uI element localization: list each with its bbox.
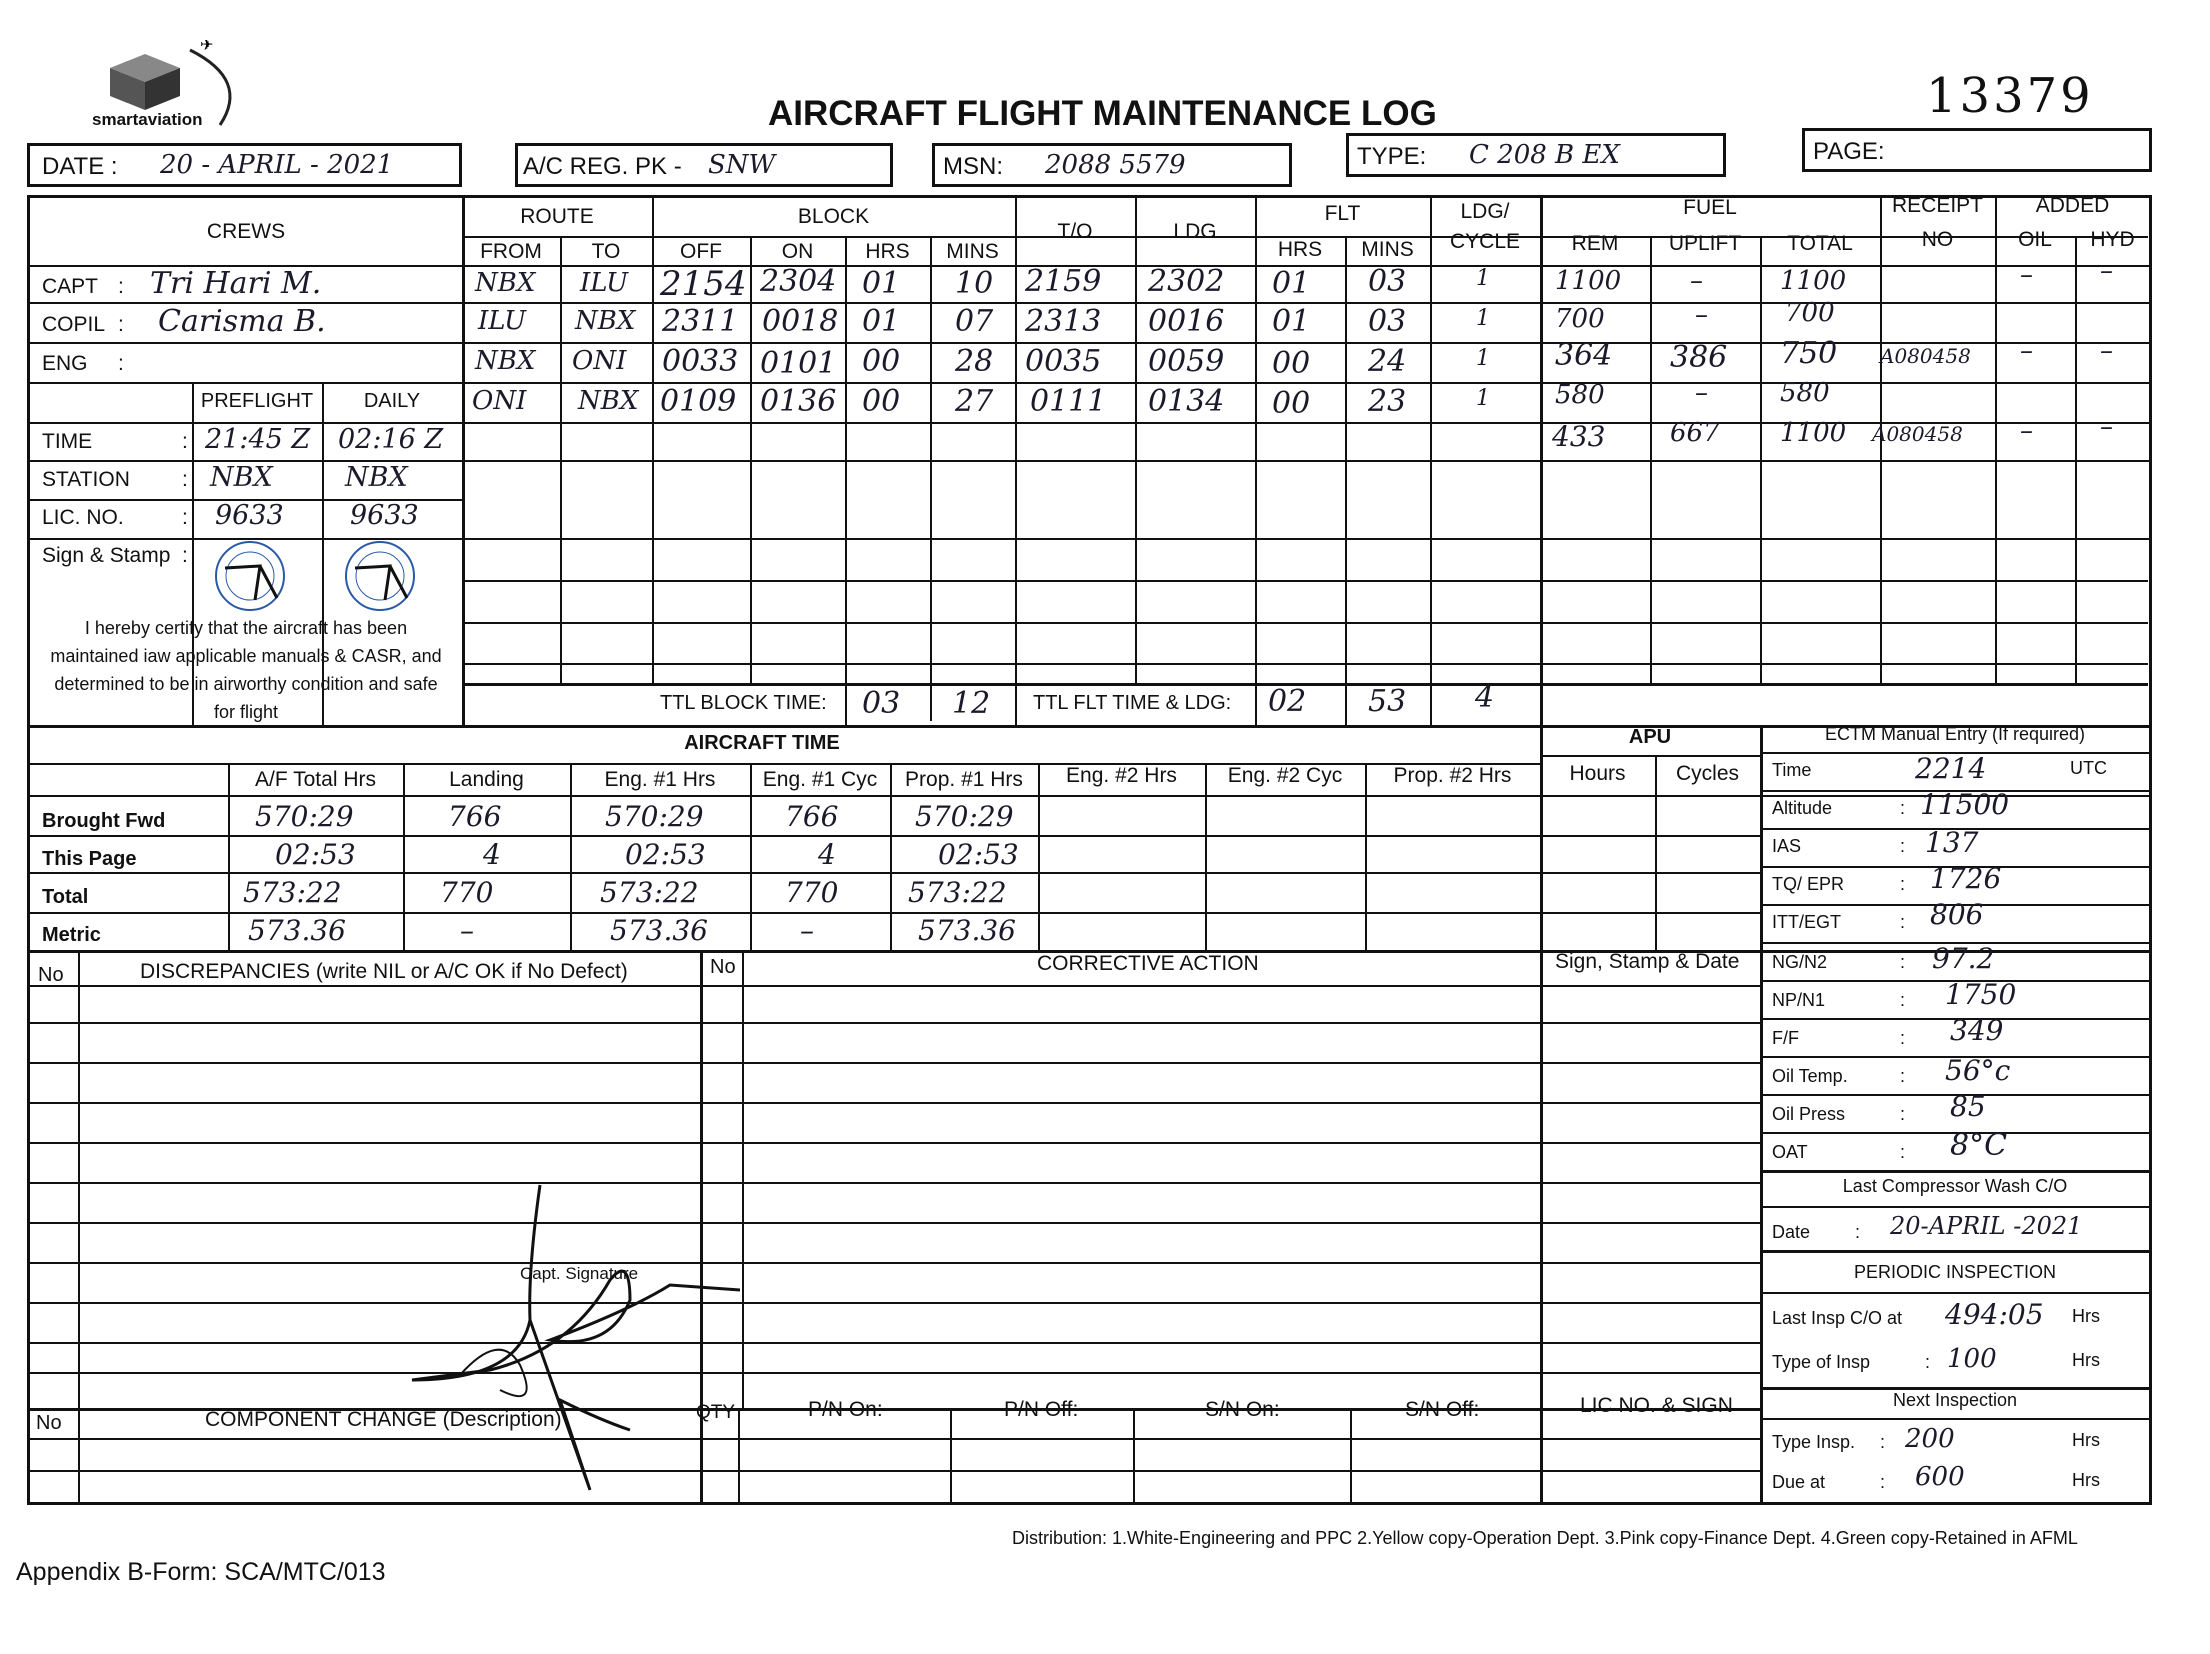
ldg-cycle-heading-2: CYCLE bbox=[1449, 230, 1521, 253]
ectm-oil-press-value: 85 bbox=[1950, 1090, 1986, 1123]
apu-cycles: Cycles bbox=[1675, 762, 1739, 785]
qty-heading: QTY bbox=[696, 1402, 736, 1423]
ectm-oil-temp-value: 56°c bbox=[1945, 1054, 2011, 1087]
type-label: TYPE: bbox=[1357, 143, 1427, 170]
flt-mins-heading: MINS bbox=[1361, 238, 1414, 261]
ectm-ng-value: 97.2 bbox=[1932, 942, 1995, 975]
stamp-preflight bbox=[205, 538, 295, 613]
ectm-ff-value: 349 bbox=[1950, 1014, 2004, 1047]
distribution-note: Distribution: 1.White-Engineering and PPC 2.Yellow copy-Operation Dept. 3.Pink copy-Finance Dept. 4.Green copy-Retained in AFML bbox=[1012, 1528, 2078, 1548]
date-field[interactable] bbox=[27, 143, 462, 187]
station-preflight: NBX bbox=[210, 462, 273, 493]
to-heading: TO bbox=[591, 240, 621, 263]
date-value: 20 - APRIL - 2021 bbox=[160, 150, 394, 180]
route-heading: ROUTE bbox=[520, 205, 594, 228]
col-af-total: A/F Total Hrs bbox=[255, 768, 376, 791]
next-type-label: Type Insp. bbox=[1772, 1432, 1856, 1452]
ectm-oil-press-label: Oil Press bbox=[1772, 1104, 1846, 1124]
col-landing: Landing bbox=[449, 768, 524, 791]
from-heading: FROM bbox=[480, 240, 542, 263]
next-type-value: 200 bbox=[1905, 1424, 1955, 1454]
time-label: TIME bbox=[42, 430, 93, 453]
copil-label: COPIL bbox=[42, 313, 106, 336]
ectm-tq-label: TQ/ EPR bbox=[1772, 874, 1845, 894]
flt-hrs-heading: HRS bbox=[1277, 238, 1323, 261]
sign-stamp-date-heading: Sign, Stamp & Date bbox=[1555, 950, 1740, 973]
utc-label: UTC bbox=[2070, 758, 2107, 778]
ectm-ff-label: F/F bbox=[1772, 1028, 1799, 1048]
ttl-block-label: TTL BLOCK TIME: bbox=[660, 692, 827, 714]
ttl-flt-hrs: 02 bbox=[1268, 684, 1307, 719]
col-eng2-hrs: Eng. #2 Hrs bbox=[1066, 764, 1177, 787]
station-label: STATION bbox=[42, 468, 130, 491]
component-change-heading: COMPONENT CHANGE (Description) bbox=[205, 1408, 562, 1431]
msn-field[interactable] bbox=[932, 143, 1292, 187]
disc-no-label: No bbox=[38, 964, 64, 986]
to-time-heading: T/O bbox=[1057, 220, 1093, 243]
due-at-label: Due at bbox=[1772, 1472, 1826, 1492]
block-mins-heading: MINS bbox=[946, 240, 999, 263]
reg-label: A/C REG. PK - bbox=[523, 153, 682, 180]
rem-heading: REM bbox=[1571, 232, 1619, 255]
col-eng2-cyc: Eng. #2 Cyc bbox=[1227, 764, 1343, 787]
ttl-block-mins: 12 bbox=[952, 686, 991, 721]
reg-field[interactable] bbox=[515, 143, 893, 187]
ttl-ldg: 4 bbox=[1475, 680, 1495, 715]
capt-signature-label: Capt. Signature bbox=[520, 1264, 639, 1283]
lic-label: LIC. NO. bbox=[42, 506, 124, 529]
msn-label: MSN: bbox=[943, 153, 1003, 180]
col-eng1-cyc: Eng. #1 Cyc bbox=[762, 768, 878, 791]
due-at-value: 600 bbox=[1915, 1462, 1965, 1492]
ectm-oil-temp-label: Oil Temp. bbox=[1772, 1066, 1848, 1086]
hyd-heading: HYD bbox=[2090, 228, 2135, 251]
last-insp-label: Last Insp C/O at bbox=[1772, 1308, 1903, 1328]
block-hrs-heading: HRS bbox=[865, 240, 910, 263]
last-insp-hrs: Hrs bbox=[2072, 1306, 2100, 1326]
ectm-time-value: 2214 bbox=[1915, 752, 1987, 785]
block-heading: BLOCK bbox=[797, 205, 870, 228]
receipt-no-heading: NO bbox=[1921, 228, 1954, 251]
ldg-heading: LDG bbox=[1173, 220, 1217, 243]
due-at-hrs: Hrs bbox=[2072, 1470, 2100, 1490]
ectm-altitude-value: 11500 bbox=[1920, 788, 2010, 821]
next-inspection-heading: Next Inspection bbox=[1892, 1390, 2018, 1410]
msn-value: 2088 5579 bbox=[1045, 150, 1186, 180]
appendix-form-code: Appendix B-Form: SCA/MTC/013 bbox=[16, 1558, 386, 1586]
capt-label: CAPT bbox=[42, 275, 99, 298]
page-field[interactable] bbox=[1802, 128, 2152, 172]
pn-on-heading: P/N On: bbox=[808, 1398, 883, 1421]
uplift-heading: UPLIFT bbox=[1668, 232, 1742, 255]
svg-text:✈: ✈ bbox=[200, 40, 214, 54]
type-insp-label: Type of Insp bbox=[1772, 1352, 1871, 1372]
capt-value: Tri Hari M. bbox=[150, 266, 322, 301]
off-heading: OFF bbox=[680, 240, 722, 263]
captain-signature bbox=[400, 1180, 760, 1500]
crews-heading: CREWS bbox=[206, 220, 286, 243]
company-logo bbox=[90, 40, 260, 130]
type-value: C 208 B EX bbox=[1469, 140, 1620, 170]
col-eng1-hrs: Eng. #1 Hrs bbox=[604, 768, 716, 791]
ectm-np-value: 1750 bbox=[1945, 978, 2017, 1011]
sn-off-heading: S/N Off: bbox=[1405, 1398, 1480, 1421]
ttl-flt-label: TTL FLT TIME & LDG: bbox=[1033, 692, 1232, 714]
added-heading: ADDED bbox=[2035, 194, 2110, 217]
ectm-ng-label: NG/N2 bbox=[1772, 952, 1828, 972]
stamp-daily bbox=[335, 538, 425, 613]
lic-sign-heading: LIC NO. & SIGN bbox=[1580, 1394, 1733, 1417]
corr-no-label: No bbox=[710, 956, 736, 978]
logo-text: smartaviation bbox=[92, 110, 203, 129]
form-title: AIRCRAFT FLIGHT MAINTENANCE LOG bbox=[768, 94, 1437, 133]
ectm-np-label: NP/N1 bbox=[1772, 990, 1826, 1010]
ectm-itt-value: 806 bbox=[1930, 898, 1984, 931]
station-daily: NBX bbox=[345, 462, 408, 493]
col-prop1-hrs: Prop. #1 Hrs bbox=[905, 768, 1023, 791]
daily-heading: DAILY bbox=[363, 390, 421, 412]
receipt-heading: RECEIPT bbox=[1891, 194, 1983, 217]
ectm-ias-label: IAS bbox=[1772, 836, 1802, 856]
time-daily: 02:16 Z bbox=[338, 424, 444, 455]
type-insp-value: 100 bbox=[1947, 1344, 1997, 1374]
copil-value: Carisma B. bbox=[158, 304, 326, 339]
sn-on-heading: S/N On: bbox=[1205, 1398, 1280, 1421]
wash-date-value: 20-APRIL -2021 bbox=[1890, 1212, 2083, 1240]
ectm-heading: ECTM Manual Entry (If required) bbox=[1824, 724, 2086, 744]
eng-label: ENG bbox=[42, 352, 88, 375]
preflight-heading: PREFLIGHT bbox=[200, 390, 314, 412]
ttl-block-hrs: 03 bbox=[862, 686, 901, 721]
wash-heading: Last Compressor Wash C/O bbox=[1842, 1176, 2068, 1196]
sign-stamp-label: Sign & Stamp bbox=[42, 544, 171, 567]
ectm-oat-label: OAT bbox=[1772, 1142, 1808, 1162]
wash-date-label: Date bbox=[1772, 1222, 1811, 1242]
time-preflight: 21:45 Z bbox=[205, 424, 311, 455]
type-field[interactable] bbox=[1346, 133, 1726, 177]
ectm-time-label: Time bbox=[1772, 760, 1812, 780]
ectm-itt-label: ITT/EGT bbox=[1772, 912, 1841, 932]
ectm-ias-value: 137 bbox=[1925, 826, 1979, 859]
apu-heading: APU bbox=[1628, 726, 1672, 748]
on-heading: ON bbox=[781, 240, 814, 263]
flt-heading: FLT bbox=[1324, 202, 1361, 225]
corrective-action-heading: CORRECTIVE ACTION bbox=[1037, 952, 1259, 975]
lic-daily: 9633 bbox=[350, 500, 419, 531]
apu-hours: Hours bbox=[1569, 762, 1626, 785]
col-prop2-hrs: Prop. #2 Hrs bbox=[1393, 764, 1512, 787]
reg-value: SNW bbox=[708, 150, 776, 180]
periodic-heading: PERIODIC INSPECTION bbox=[1853, 1262, 2057, 1282]
ectm-oat-value: 8°C bbox=[1950, 1128, 2008, 1163]
ttl-flt-mins: 53 bbox=[1368, 684, 1407, 719]
ectm-altitude-label: Altitude bbox=[1772, 798, 1833, 818]
pn-off-heading: P/N Off: bbox=[1004, 1398, 1079, 1421]
date-label: DATE : bbox=[42, 153, 118, 180]
comp-no-label: No bbox=[36, 1412, 62, 1434]
certify-statement: I hereby certify that the aircraft has been maintained iaw applicable manuals & CASR, and determined to be in airworthy condition and safe for flight bbox=[50, 618, 442, 722]
next-type-hrs: Hrs bbox=[2072, 1430, 2100, 1450]
serial-number: 13379 bbox=[1926, 68, 2094, 124]
oil-heading: OIL bbox=[2018, 228, 2052, 251]
fuel-heading: FUEL bbox=[1683, 196, 1737, 219]
aircraft-time-heading: AIRCRAFT TIME bbox=[684, 732, 840, 754]
discrepancies-heading: DISCREPANCIES (write NIL or A/C OK if No Defect) bbox=[140, 960, 628, 983]
last-insp-value: 494:05 bbox=[1945, 1298, 2044, 1331]
ectm-tq-value: 1726 bbox=[1930, 862, 2002, 895]
lic-preflight: 9633 bbox=[215, 500, 284, 531]
page-label: PAGE: bbox=[1813, 138, 1885, 165]
ldg-cycle-heading-1: LDG/ bbox=[1460, 200, 1510, 223]
fuel-total-heading: TOTAL bbox=[1787, 232, 1853, 255]
type-insp-hrs: Hrs bbox=[2072, 1350, 2100, 1370]
